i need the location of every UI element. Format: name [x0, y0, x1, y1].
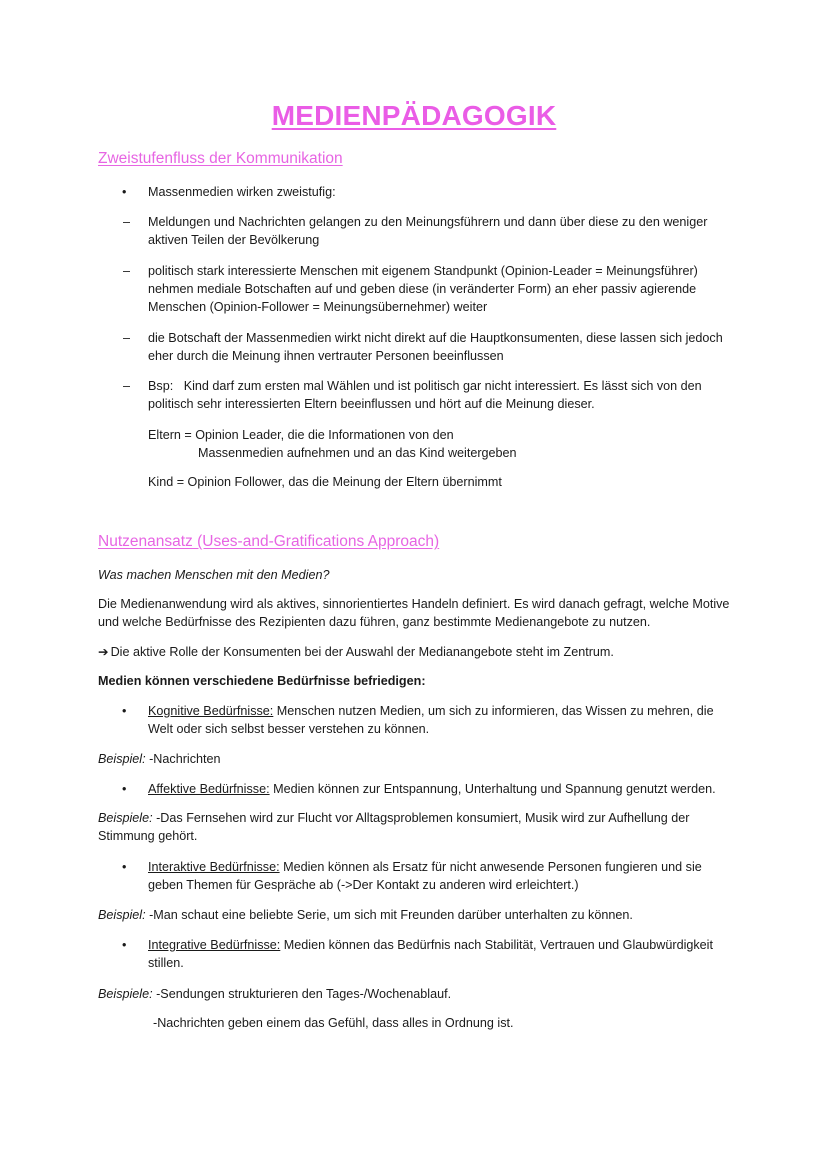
example-label: Beispiele: [98, 811, 153, 825]
bullet-icon: • [122, 860, 127, 874]
bullet-icon: • [122, 938, 127, 952]
eltern-line-2: Massenmedien aufnehmen und an das Kind weitergeben [198, 446, 517, 460]
bullet-icon: • [122, 704, 127, 718]
bullet-icon: • [122, 185, 127, 199]
list-item-text: die Botschaft der Massenmedien wirkt nicht direkt auf die Hauptkonsumenten, diese lassen sich jedoch eher durch die Meinung ihnen vertrauter Personen beeinflussen [148, 331, 723, 363]
needs-heading-text: Medien können verschiedene Bedürfnisse befriedigen: [98, 674, 426, 688]
dash-icon: – [123, 331, 131, 345]
example-text: -Man schaut eine beliebte Serie, um sich mit Freunden darüber unterhalten zu können. [145, 908, 633, 922]
list-item-text: Bsp: Kind darf zum ersten mal Wählen und ist politisch gar nicht interessiert. Es lässt sich von den politisch sehr interessierten Eltern beeinflussen und hört auf die Meinung dieser. [148, 379, 706, 411]
need-label: Integrative Bedürfnisse: [148, 938, 281, 952]
dash-icon: – [123, 264, 131, 278]
bullet-icon: • [122, 782, 127, 796]
example-text: -Nachrichten [145, 752, 221, 766]
need-text: Medien können zur Entspannung, Unterhaltung und Spannung genutzt werden. [269, 782, 716, 796]
list-item-text: politisch stark interessierte Menschen mit eigenem Standpunkt (Opinion-Leader = Meinungsführer) nehmen mediale Botschaften auf und geben diese (in veränderter Form) an eher passiv agierende Menschen (Opinion-Follower = Meinungsübernehmer) weiter [148, 264, 698, 314]
need-text: Medien können das Bedürfnis nach Stabilität, Vertrauen und Glaubwürdigkeit stillen. [148, 938, 713, 970]
need-label: Kognitive Bedürfnisse: [148, 704, 274, 718]
example-text-2: -Nachrichten geben einem das Gefühl, dass alles in Ordnung ist. [153, 1016, 514, 1030]
kind-line: Kind = Opinion Follower, das die Meinung der Eltern übernimmt [148, 475, 502, 489]
question-text: Was machen Menschen mit den Medien? [98, 568, 330, 582]
need-label: Interaktive Bedürfnisse: [148, 860, 280, 874]
example-text: -Das Fernsehen wird zur Flucht vor Alltagsproblemen konsumiert, Musik wird zur Aufhellung der Stimmung gehört. [98, 811, 690, 843]
need-text: Medien können als Ersatz für nicht anwesende Personen fungieren und sie geben Themen für Gespräche ab (->Der Kontakt zu anderen wird erleichtert.) [148, 860, 702, 892]
eltern-line-1: Eltern = Opinion Leader, die die Informationen von den [148, 428, 454, 442]
arrow-right-icon: ➔ [98, 645, 109, 659]
dash-icon: – [123, 379, 131, 393]
dash-icon: – [123, 215, 131, 229]
paragraph-text: Die Medienanwendung wird als aktives, sinnorientiertes Handeln definiert. Es wird danach gefragt, welche Motive und welche Bedürfnisse des Rezipienten dazu führen, ganz bestimmte Medienangebote zu nutzen. [98, 597, 730, 629]
need-label: Affektive Bedürfnisse: [148, 782, 270, 796]
need-text: Menschen nutzen Medien, um sich zu informieren, das Wissen zu mehren, die Welt oder sich selbst besser verstehen zu können. [148, 704, 714, 736]
section-heading-nutzenansatz: Nutzenansatz (Uses-and-Gratifications Approach) [98, 533, 440, 550]
document-title: MEDIENPÄDAGOGIK [271, 100, 557, 131]
example-label: Beispiel: [98, 752, 146, 766]
example-label: Beispiel: [98, 908, 146, 922]
list-item-text: Massenmedien wirken zweistufig: [148, 185, 336, 199]
example-label: Beispiele: [98, 987, 153, 1001]
example-text: -Sendungen strukturieren den Tages-/Wochenablauf. [152, 987, 452, 1001]
section-heading-zweistufenfluss: Zweistufenfluss der Kommunikation [98, 150, 343, 167]
arrow-statement-text: Die aktive Rolle der Konsumenten bei der Auswahl der Medianangebote steht im Zentrum. [110, 645, 614, 659]
list-item-text: Meldungen und Nachrichten gelangen zu den Meinungsführern und dann über diese zu den weniger aktiven Teilen der Bevölkerung [148, 215, 708, 247]
